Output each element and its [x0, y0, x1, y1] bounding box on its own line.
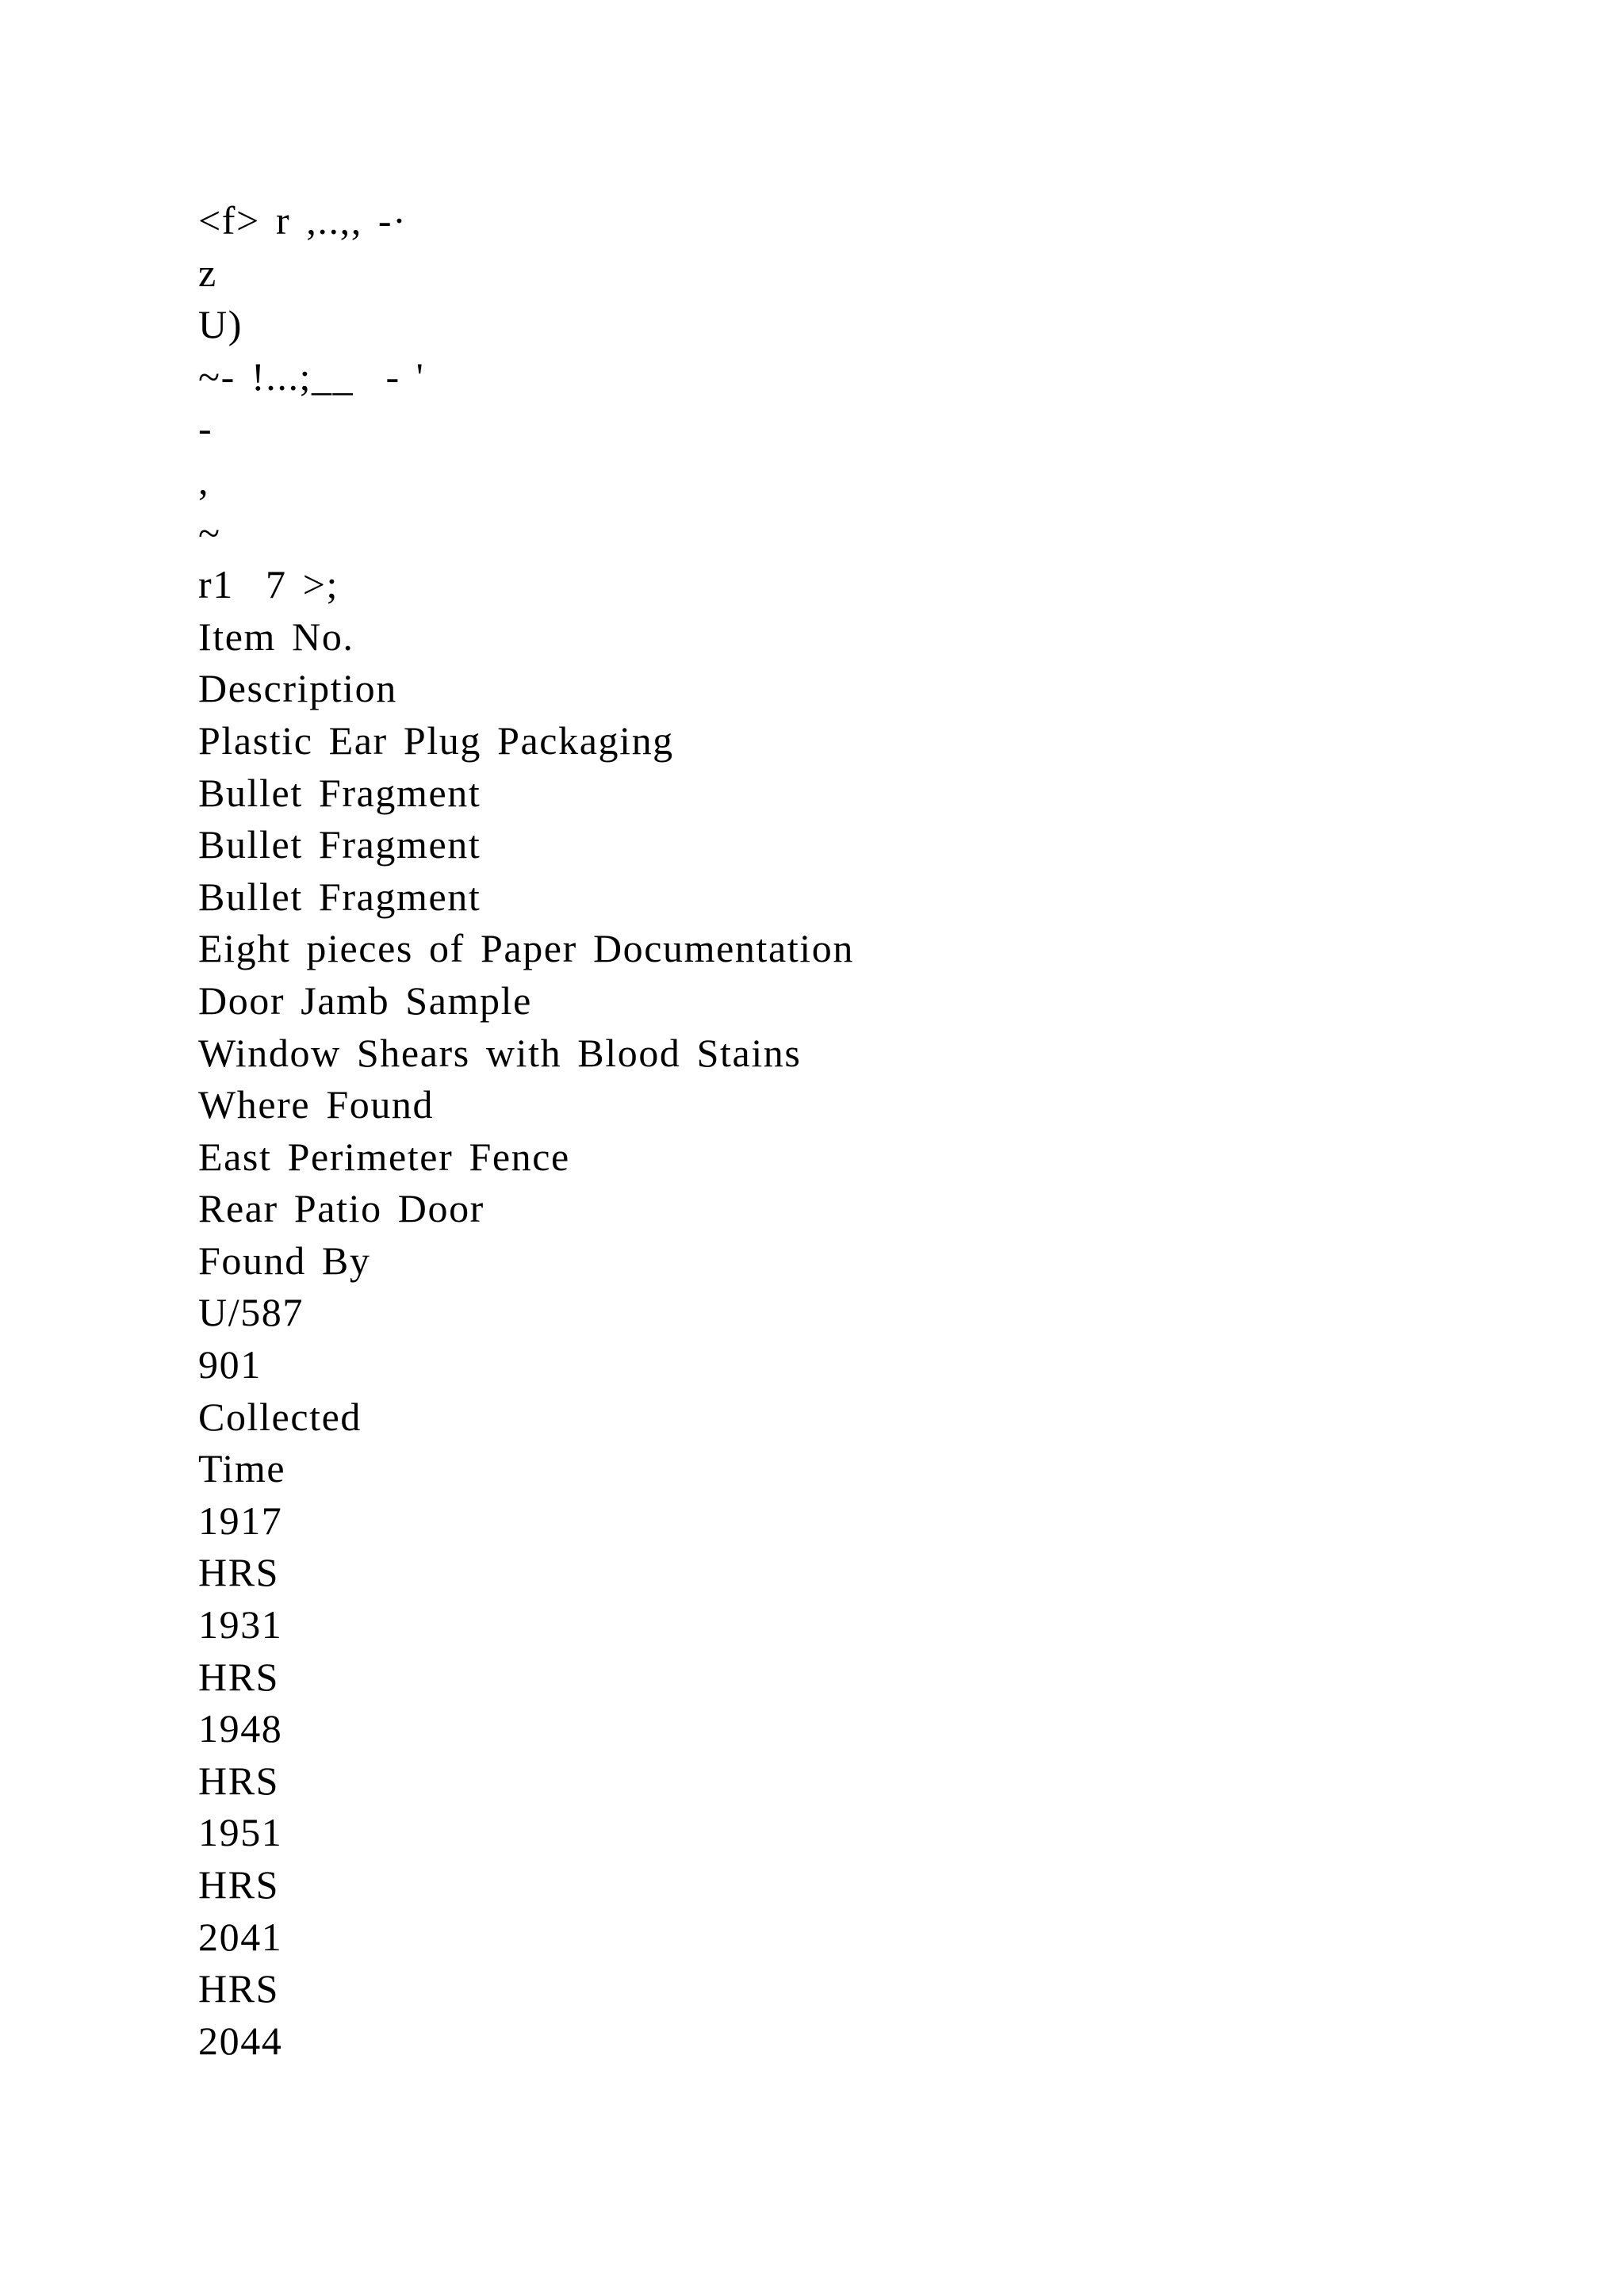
text-line: HRS	[198, 1862, 280, 1907]
text-line: Bullet Fragment	[198, 770, 481, 815]
text-line: Time	[198, 1446, 286, 1491]
text-line: 901	[198, 1342, 262, 1387]
text-line: East Perimeter Fence	[198, 1134, 570, 1179]
text-line: Collected	[198, 1394, 362, 1439]
text-line: HRS	[198, 1654, 280, 1699]
text-line: <f> r ,..,, -·	[198, 198, 408, 243]
text-line: ~- !...;__ - '	[198, 354, 425, 399]
text-line: U)	[198, 302, 243, 347]
text-line: 1951	[198, 1810, 283, 1855]
text-line: Where Found	[198, 1082, 435, 1127]
text-line: 2041	[198, 1914, 283, 1959]
text-line: r1 7 >;	[198, 562, 339, 607]
evidence-log-text	[198, 195, 1546, 2067]
text-line: HRS	[198, 1550, 280, 1595]
text-line: ~	[198, 510, 221, 555]
text-line: Window Shears with Blood Stains	[198, 1030, 802, 1075]
text-line: Eight pieces of Paper Documentation	[198, 926, 854, 971]
text-line: Item No.	[198, 614, 354, 659]
text-line: HRS	[198, 1758, 280, 1803]
text-line: z	[198, 250, 217, 295]
text-line: Door Jamb Sample	[198, 978, 532, 1023]
text-line: Found By	[198, 1238, 371, 1283]
text-line: 1917	[198, 1498, 283, 1543]
text-line: Rear Patio Door	[198, 1186, 485, 1231]
text-line: -	[198, 406, 213, 451]
text-line: 2044	[198, 2018, 283, 2063]
text-line: ,	[198, 457, 210, 503]
text-line: Bullet Fragment	[198, 874, 481, 919]
text-line: U/587	[198, 1290, 304, 1335]
text-line: 1948	[198, 1706, 283, 1751]
text-line: Description	[198, 666, 397, 711]
text-line: Bullet Fragment	[198, 822, 481, 867]
text-line: HRS	[198, 1966, 280, 2011]
text-line: Plastic Ear Plug Packaging	[198, 718, 674, 763]
text-line: 1931	[198, 1602, 283, 1647]
